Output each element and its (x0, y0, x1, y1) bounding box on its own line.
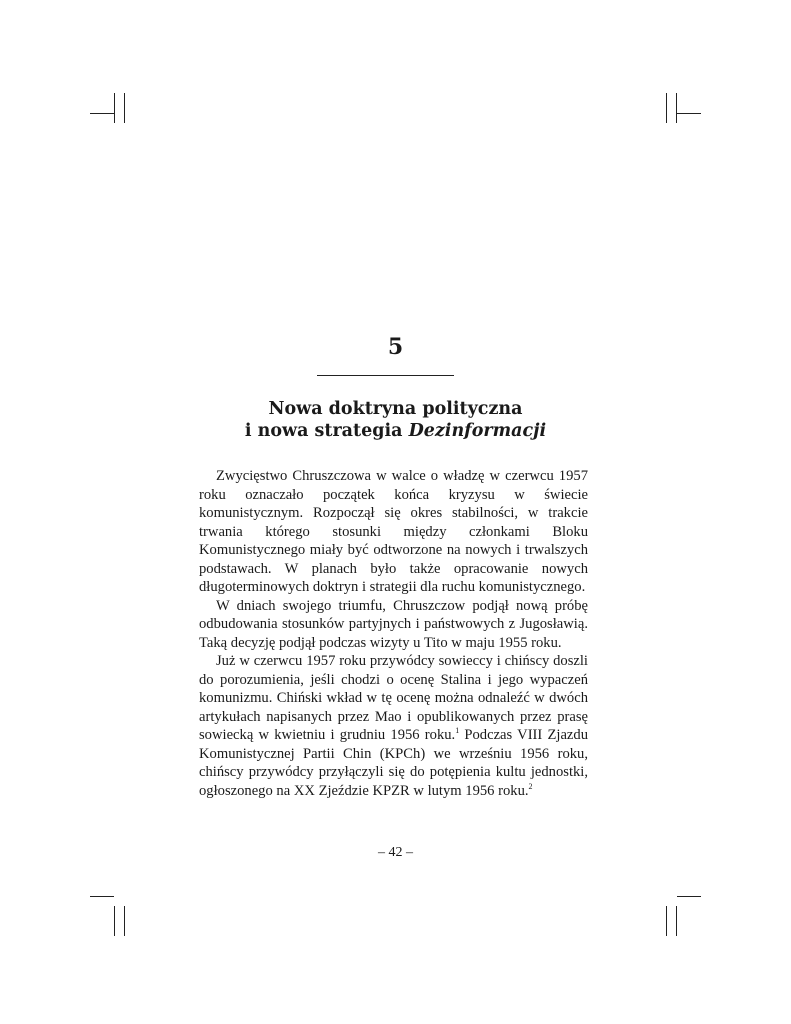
page-number: – 42 – (378, 845, 413, 860)
chapter-title-italic: Dezinformacji (408, 421, 547, 441)
body-text (199, 467, 588, 800)
crop-mark (124, 93, 125, 123)
chapter-divider (317, 375, 454, 376)
chapter-number: 5 (387, 334, 404, 360)
crop-mark (676, 93, 677, 123)
paragraph-text: Już w czerwcu 1957 roku przywódcy sowieccy i chińscy doszli do porozumienia, jeśli chodzi o ocenę Stalina i jego wypaczeń komunizmu. Chiński wkład w tę ocenę można odnaleźć w dwóch artykułach napisanych przez Mao i opublikowanych przez prasę sowiecką w kwietniu i grudniu 1956 roku. (199, 653, 588, 743)
paragraph: W dniach swojego triumfu, Chruszczow podjął nową próbę odbudowania stosunków partyjnych i państwowych z Jugosławią. Taką decyzję podjął podczas wizyty u Tito w maju 1955 roku. (199, 597, 588, 651)
crop-mark (666, 906, 667, 936)
footnote-marker[interactable]: 1 (455, 726, 460, 736)
crop-mark (90, 896, 114, 897)
crop-mark (666, 93, 667, 123)
crop-mark (124, 906, 125, 936)
crop-mark (676, 906, 677, 936)
footnote-marker[interactable]: 2 (528, 781, 533, 791)
chapter-title (0, 398, 791, 442)
paragraph-text: Podczas VIII Zjazdu Komunistycznej Partii Chin (KPCh) we wrześniu 1956 roku, chińscy przywódcy przyłączyli się do potępienia kultu jednostki, ogłoszonego na XX Zjeździe KPZR w lutym 1956 roku. (199, 727, 588, 799)
crop-mark (114, 93, 115, 123)
paragraph: Zwycięstwo Chruszczowa w walce o władzę w czerwcu 1957 roku oznaczało początek końca kryzysu w świecie komunistycznym. Rozpoczął się okres stabilności, w trakcie trwania którego stosunki między członkami Bloku Komunistycznego miały być odtworzone na nowych i trwalszych podstawach. W planach było także opracowanie nowych długoterminowych doktryn i strategii dla ruchu komunistycznego. (199, 468, 588, 595)
crop-mark (114, 906, 115, 936)
crop-mark (677, 113, 701, 114)
chapter-title-line1: Nowa doktryna polityczna (268, 399, 523, 419)
crop-mark (677, 896, 701, 897)
chapter-title-line2: i nowa strategia (244, 421, 409, 441)
paragraph (199, 652, 588, 800)
crop-mark (90, 113, 114, 114)
